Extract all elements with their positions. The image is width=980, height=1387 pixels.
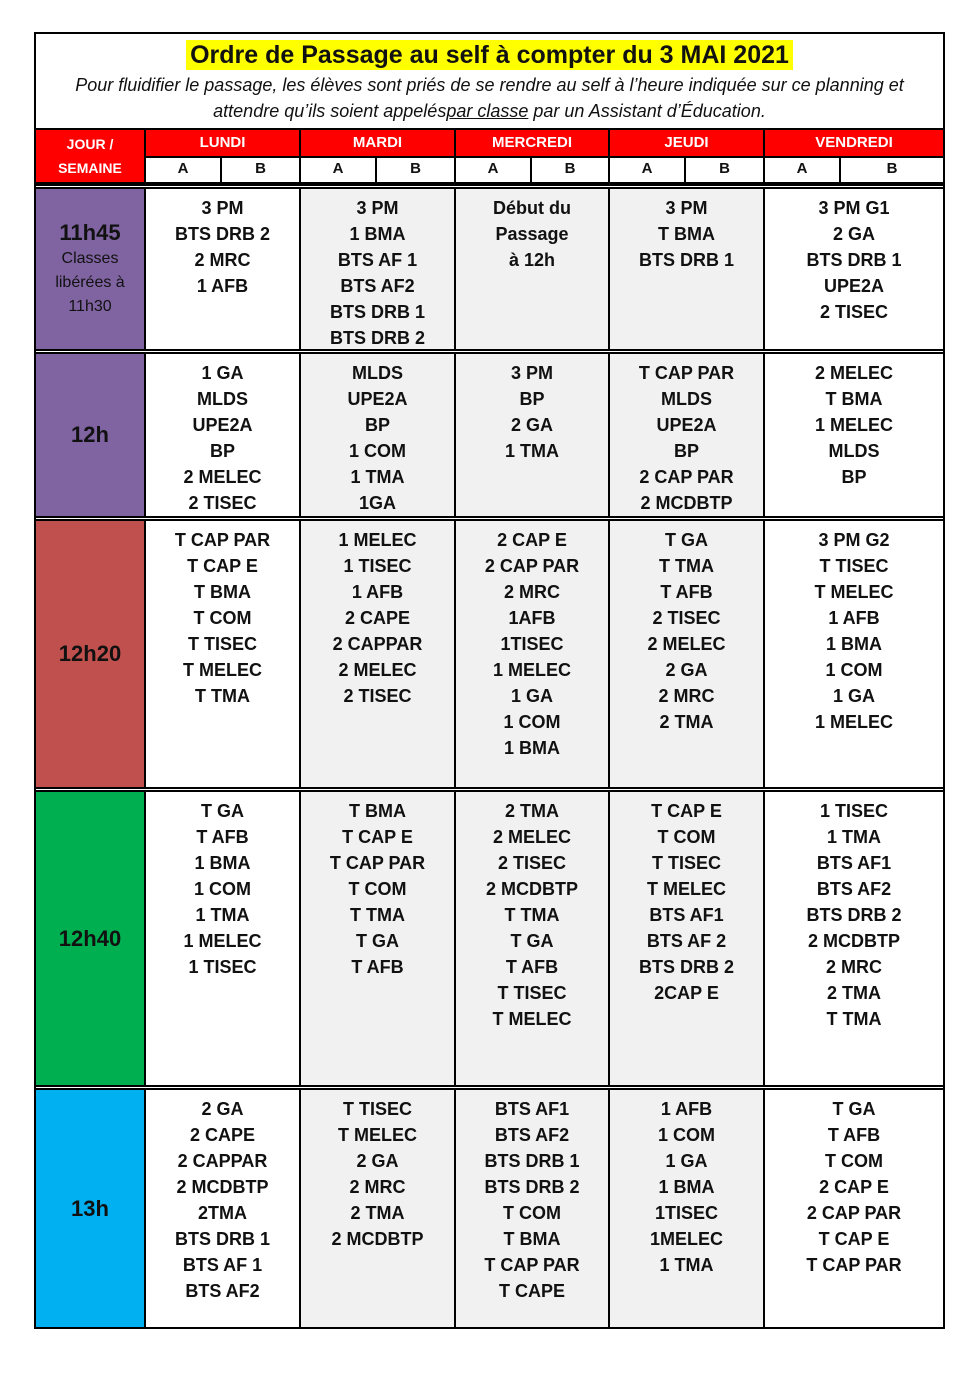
class-group-label: 1 AFB xyxy=(660,1099,713,1119)
time-slot-label xyxy=(36,521,146,787)
week-a-label: A xyxy=(301,156,377,182)
class-group-label: 2 TISEC xyxy=(188,493,257,513)
class-group-label: 2 MCDBTP xyxy=(176,1177,269,1197)
class-group-label: 1 BMA xyxy=(658,1177,715,1197)
day-column-monday xyxy=(146,130,301,182)
class-group-label: 2 CAP E xyxy=(497,530,567,550)
class-group-label: T CAP PAR xyxy=(329,853,426,873)
week-a-label: A xyxy=(610,156,686,182)
class-group-label: T BMA xyxy=(658,224,715,244)
class-group-label: 1 GA xyxy=(201,363,244,383)
class-group-label: T AFB xyxy=(827,1125,881,1145)
document-header xyxy=(36,34,943,128)
class-group-label: 2 CAPE xyxy=(344,608,411,628)
class-group-label: 1 GA xyxy=(665,1151,708,1171)
schedule-cell-wednesday xyxy=(456,354,610,516)
class-group-label: 2 CAP E xyxy=(819,1177,889,1197)
day-label-tuesday: MARDI xyxy=(301,130,454,158)
class-group-label: T GA xyxy=(832,1099,876,1119)
day-label-wednesday: MERCREDI xyxy=(456,130,608,158)
class-group-label: 1 BMA xyxy=(825,634,882,654)
class-group-label: BTS DRB 2 xyxy=(806,905,902,925)
class-group-label: T CAP E xyxy=(818,1229,890,1249)
schedule-cell-monday xyxy=(146,521,301,787)
schedule-cell-thursday xyxy=(610,189,765,349)
class-group-label: BP xyxy=(841,467,867,487)
subtitle-text: Pour fluidifier le passage, les élèves sont priés de se rendre au self à l’heure indiquée sur ce planning et attendre qu’ils soient appelés xyxy=(75,75,904,121)
class-group-label: 2 CAPPAR xyxy=(177,1151,268,1171)
class-group-label: MLDS xyxy=(828,441,880,461)
schedule-cell-wednesday xyxy=(456,792,610,1085)
class-group-label: 2 MCDBTP xyxy=(331,1229,424,1249)
class-group-label: T COM xyxy=(503,1203,561,1223)
class-group-label: T GA xyxy=(201,801,244,821)
class-group-label: 1 TMA xyxy=(195,905,250,925)
week-b-label: B xyxy=(255,160,266,177)
class-group-label: T MELEC xyxy=(814,582,894,602)
class-group-label: 1 AFB xyxy=(351,582,404,602)
class-group-label: T BMA xyxy=(503,1229,561,1249)
class-group-label: T TISEC xyxy=(819,556,889,576)
class-group-label: BTS AF 1 xyxy=(182,1255,263,1275)
class-group-label: T CAP E xyxy=(342,827,413,847)
class-group-label: T CAP E xyxy=(187,556,258,576)
class-group-label: 1 TISEC xyxy=(343,556,412,576)
class-group-label: T TMA xyxy=(659,556,714,576)
class-group-label: T CAP PAR xyxy=(484,1255,580,1275)
class-group-label: 2 GA xyxy=(201,1099,244,1119)
class-group-label: BTS DRB 1 xyxy=(806,250,902,270)
class-group-label: 2 MRC xyxy=(194,250,251,270)
time-slot-time: 12h20 xyxy=(58,641,122,666)
class-group-label: 3 PM xyxy=(201,198,244,218)
class-group-label: 2 MRC xyxy=(349,1177,406,1197)
class-group-label: 1 TISEC xyxy=(819,801,889,821)
time-slot-row xyxy=(36,184,943,349)
class-group-label: 1 BMA xyxy=(194,853,251,873)
class-group-label: à 12h xyxy=(508,250,556,270)
class-group-label: T CAP PAR xyxy=(638,363,735,383)
class-group-label: 1 TISEC xyxy=(188,957,257,977)
class-group-label: 2 GA xyxy=(832,224,875,244)
class-group-label: 2 TISEC xyxy=(819,302,889,322)
schedule-cell-tuesday xyxy=(301,521,456,787)
class-group-label: 3 PM G2 xyxy=(818,530,890,550)
class-group-label: 1 BMA xyxy=(503,738,560,758)
class-group-label: BTS DRB 2 xyxy=(638,957,734,977)
class-group-label: 2 TMA xyxy=(659,712,714,732)
time-slot-row xyxy=(36,349,943,516)
class-group-label: 2 MRC xyxy=(658,686,715,706)
week-a-label: A xyxy=(146,156,222,182)
class-group-label: T CAPE xyxy=(498,1281,565,1301)
day-header-row xyxy=(36,128,943,184)
class-group-label: 2 MRC xyxy=(503,582,560,602)
class-group-label: BTS AF1 xyxy=(494,1099,570,1119)
class-group-label: 1 COM xyxy=(503,712,561,732)
class-group-label: MLDS xyxy=(661,389,712,409)
class-group-label: 1 MELEC xyxy=(338,530,417,550)
week-a-label: A xyxy=(456,156,532,182)
class-group-label: BTS DRB 2 xyxy=(174,224,270,244)
week-b-label: B xyxy=(886,160,898,177)
class-group-label: 2 MRC xyxy=(825,957,882,977)
time-slot-row xyxy=(36,787,943,1085)
class-group-label: T AFB xyxy=(660,582,713,602)
class-group-label: 3 PM xyxy=(510,363,553,383)
class-group-label: BTS AF 1 xyxy=(337,250,418,270)
schedule-cell-monday xyxy=(146,354,301,516)
time-slot-row xyxy=(36,516,943,787)
schedule-cell-thursday xyxy=(610,354,765,516)
time-slot-label xyxy=(36,1090,146,1327)
class-group-label: T BMA xyxy=(194,582,251,602)
class-group-label: 2 GA xyxy=(665,660,708,680)
class-group-label: T TMA xyxy=(195,686,250,706)
class-group-label: BTS AF2 xyxy=(340,276,415,296)
class-group-label: 2CAP E xyxy=(654,983,719,1003)
day-label-monday: LUNDI xyxy=(146,130,299,158)
class-group-label: 1AFB xyxy=(508,608,556,628)
class-group-label: 1 TMA xyxy=(505,441,559,461)
class-group-label: 2 MELEC xyxy=(183,467,262,487)
schedule-cell-thursday xyxy=(610,792,765,1085)
class-group-label: 1 GA xyxy=(832,686,875,706)
class-group-label: T COM xyxy=(193,608,252,628)
day-column-wednesday xyxy=(456,130,610,182)
class-group-label: 2 TMA xyxy=(350,1203,405,1223)
schedule-cell-friday xyxy=(765,189,943,349)
schedule-cell-monday xyxy=(146,189,301,349)
schedule-cell-wednesday xyxy=(456,189,610,349)
class-group-label: 1 AFB xyxy=(828,608,880,628)
day-label-thursday: JEUDI xyxy=(610,130,763,158)
week-b-label: B xyxy=(719,160,730,177)
class-group-label: 1 TMA xyxy=(659,1255,714,1275)
time-slot-time: 13h xyxy=(71,1195,109,1221)
class-group-label: BP xyxy=(519,389,545,409)
class-group-label: T GA xyxy=(510,931,554,951)
class-group-label: BTS AF1 xyxy=(816,853,892,873)
class-group-label: T BMA xyxy=(349,801,406,821)
class-group-label: T TMA xyxy=(504,905,560,925)
class-group-label: T CAP E xyxy=(651,801,722,821)
class-group-label: UPE2A xyxy=(656,415,717,435)
class-group-label: 1 MELEC xyxy=(814,712,893,732)
schedule-cell-tuesday xyxy=(301,354,456,516)
week-b-label: B xyxy=(564,160,576,177)
class-group-label: 1 TMA xyxy=(827,827,881,847)
week-a-label: A xyxy=(765,156,841,182)
time-slot-row xyxy=(36,1085,943,1327)
class-group-label: 2 MELEC xyxy=(647,634,726,654)
class-group-label: 1 COM xyxy=(657,1125,715,1145)
page-title: Ordre de Passage au self à compter du 3 MAI 2021 xyxy=(186,40,793,70)
class-group-label: UPE2A xyxy=(192,415,253,435)
schedule-cell-friday xyxy=(765,354,943,516)
class-group-label: T CAP PAR xyxy=(174,530,271,550)
class-group-label: 3 PM G1 xyxy=(818,198,890,218)
class-group-label: 1TISEC xyxy=(654,1203,719,1223)
class-group-label: 2TMA xyxy=(198,1203,247,1223)
schedule-cell-friday xyxy=(765,1090,943,1327)
class-group-label: 1 COM xyxy=(825,660,883,680)
class-group-label: 1 MELEC xyxy=(183,931,262,951)
schedule-cell-thursday xyxy=(610,521,765,787)
class-group-label: 2 CAPPAR xyxy=(332,634,423,654)
class-group-label: T AFB xyxy=(505,957,559,977)
class-group-label: BTS DRB 2 xyxy=(329,328,425,348)
time-slot-note: Classes xyxy=(61,250,119,267)
class-group-label: 2 MCDBTP xyxy=(640,493,733,513)
class-group-label: 1GA xyxy=(358,493,396,513)
day-column-tuesday xyxy=(301,130,456,182)
class-group-label: 3 PM xyxy=(665,198,708,218)
corner-header xyxy=(36,130,146,182)
class-group-label: T MELEC xyxy=(338,1125,417,1145)
time-slot-label xyxy=(36,792,146,1085)
day-column-thursday xyxy=(610,130,765,182)
class-group-label: T COM xyxy=(348,879,407,899)
class-group-label: BTS AF1 xyxy=(649,905,724,925)
class-group-label: 2 TISEC xyxy=(652,608,721,628)
subtitle-text-end: par un Assistant d’Éducation. xyxy=(528,101,766,121)
class-group-label: 2 TMA xyxy=(827,983,881,1003)
time-slot-time: 12h40 xyxy=(58,925,122,951)
class-group-label: BTS DRB 1 xyxy=(174,1229,270,1249)
class-group-label: T BMA xyxy=(825,389,883,409)
class-group-label: 1 TMA xyxy=(350,467,405,487)
time-slot-time: 12h xyxy=(71,422,109,447)
class-group-label: T TISEC xyxy=(651,853,721,873)
class-group-label: BTS DRB 1 xyxy=(638,250,734,270)
class-group-label: 3 PM xyxy=(356,198,399,218)
class-group-label: MLDS xyxy=(352,363,403,383)
class-group-label: BTS AF2 xyxy=(185,1281,260,1301)
schedule-cell-tuesday xyxy=(301,792,456,1085)
class-group-label: Début du xyxy=(493,198,571,218)
schedule-cell-wednesday xyxy=(456,1090,610,1327)
class-group-label: 2 MELEC xyxy=(492,827,571,847)
week-b-label: B xyxy=(410,160,421,177)
class-group-label: 1 BMA xyxy=(349,224,406,244)
class-group-label: T MELEC xyxy=(183,660,262,680)
class-group-label: BTS DRB 2 xyxy=(484,1177,580,1197)
schedule-cell-tuesday xyxy=(301,1090,456,1327)
class-group-label: BP xyxy=(364,415,390,435)
class-group-label: T COM xyxy=(657,827,716,847)
class-group-label: 1 GA xyxy=(510,686,553,706)
day-column-friday xyxy=(765,130,943,182)
class-group-label: 2 TISEC xyxy=(343,686,412,706)
time-slot-time: 11h45 xyxy=(59,220,121,245)
class-group-label: 2 TMA xyxy=(505,801,559,821)
class-group-label: 2 TISEC xyxy=(497,853,567,873)
class-group-label: T MELEC xyxy=(492,1009,572,1029)
schedule-cell-friday xyxy=(765,792,943,1085)
class-group-label: BTS DRB 1 xyxy=(329,302,425,322)
class-group-label: T AFB xyxy=(196,827,249,847)
time-slot-note: libérées à xyxy=(55,274,125,291)
class-group-label: 2 GA xyxy=(510,415,553,435)
schedule-cell-monday xyxy=(146,792,301,1085)
class-group-label: 1 MELEC xyxy=(814,415,893,435)
day-label-friday: VENDREDI xyxy=(765,130,943,158)
class-group-label: 1 COM xyxy=(348,441,406,461)
class-group-label: T AFB xyxy=(351,957,404,977)
class-group-label: Passage xyxy=(495,224,569,244)
time-slot-note: 11h30 xyxy=(68,298,112,315)
corner-label-day: JOUR / xyxy=(66,136,114,152)
schedule-cell-monday xyxy=(146,1090,301,1327)
schedule-cell-tuesday xyxy=(301,189,456,349)
schedule-cell-thursday xyxy=(610,1090,765,1327)
class-group-label: T TISEC xyxy=(187,634,257,654)
class-group-label: BP xyxy=(673,441,699,461)
class-group-label: 2 MCDBTP xyxy=(485,879,578,899)
class-group-label: MLDS xyxy=(197,389,248,409)
class-group-label: 2 CAP PAR xyxy=(484,556,580,576)
class-group-label: UPE2A xyxy=(347,389,408,409)
schedule-sheet xyxy=(34,32,945,1329)
class-group-label: 1 COM xyxy=(193,879,251,899)
class-group-label: 1MELEC xyxy=(649,1229,723,1249)
class-group-label: T TMA xyxy=(350,905,405,925)
time-slot-label xyxy=(36,354,146,516)
class-group-label: UPE2A xyxy=(823,276,885,296)
class-group-label: 2 CAP PAR xyxy=(639,467,734,487)
class-group-label: T GA xyxy=(665,530,708,550)
class-group-label: 2 MELEC xyxy=(814,363,893,383)
class-group-label: BTS AF 2 xyxy=(646,931,727,951)
class-group-label: T TMA xyxy=(826,1009,882,1029)
class-group-label: 1 MELEC xyxy=(492,660,571,680)
class-group-label: BTS AF2 xyxy=(816,879,892,899)
class-group-label: T TISEC xyxy=(342,1099,412,1119)
corner-label-week: SEMAINE xyxy=(58,160,122,176)
class-group-label: 2 MELEC xyxy=(338,660,417,680)
class-group-label: T GA xyxy=(356,931,399,951)
class-group-label: BTS AF2 xyxy=(494,1125,570,1145)
class-group-label: 2 CAPE xyxy=(189,1125,256,1145)
class-group-label: 2 CAP PAR xyxy=(806,1203,902,1223)
class-group-label: T COM xyxy=(825,1151,883,1171)
class-group-label: T CAP PAR xyxy=(806,1255,902,1275)
subtitle-underlined-text: par classe xyxy=(446,101,529,121)
class-group-label: 1TISEC xyxy=(500,634,564,654)
class-group-label: 2 GA xyxy=(356,1151,399,1171)
schedule-cell-friday xyxy=(765,521,943,787)
class-group-label: BP xyxy=(209,441,235,461)
class-group-label: 1 AFB xyxy=(196,276,249,296)
class-group-label: BTS DRB 1 xyxy=(484,1151,580,1171)
class-group-label: 2 MCDBTP xyxy=(807,931,900,951)
page-subtitle xyxy=(44,72,935,124)
class-group-label: T MELEC xyxy=(647,879,726,899)
schedule-cell-wednesday xyxy=(456,521,610,787)
class-group-label: T TISEC xyxy=(497,983,567,1003)
time-slot-label xyxy=(36,189,146,349)
